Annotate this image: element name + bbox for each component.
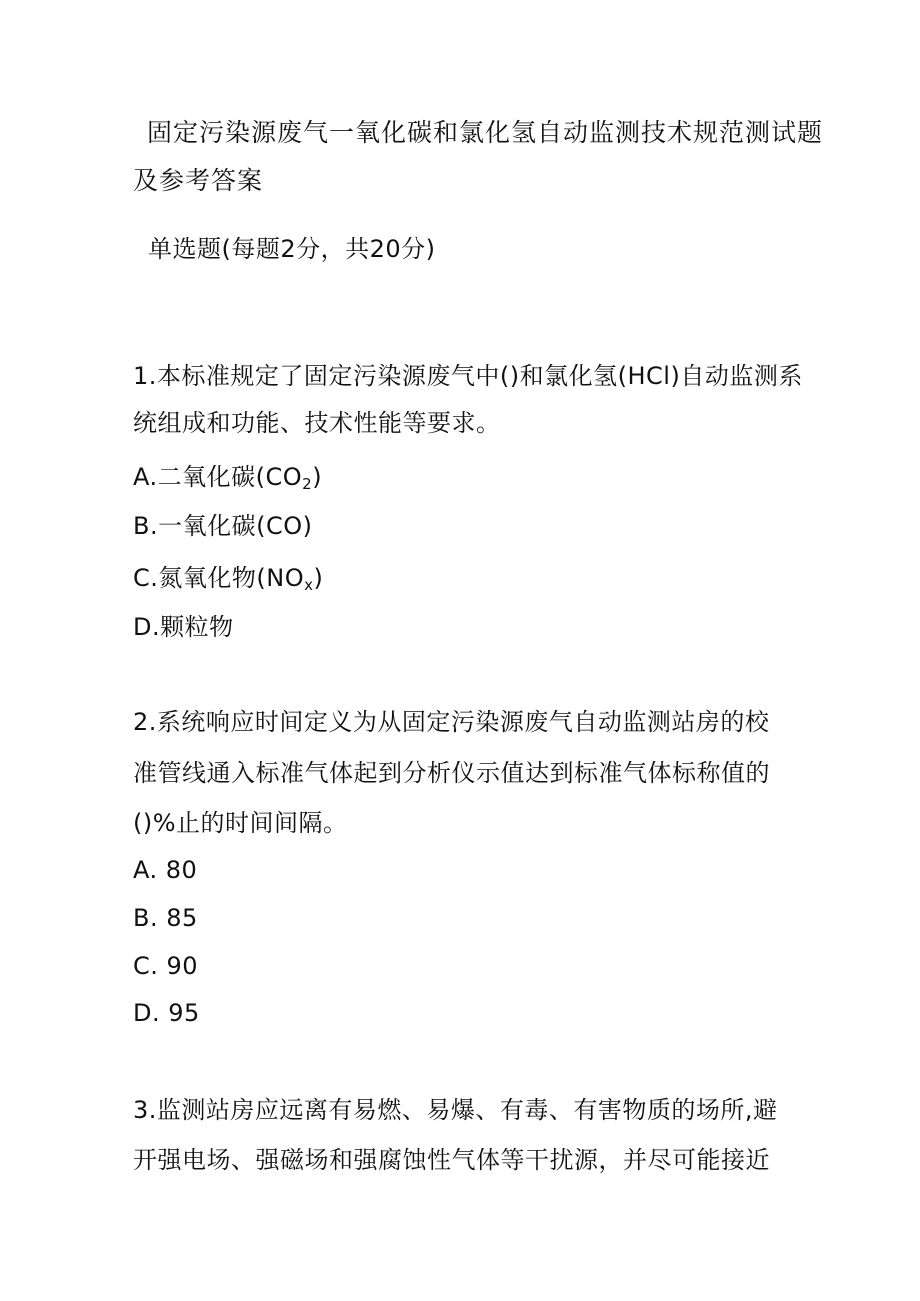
option-a-tail: )	[312, 463, 323, 491]
question-2-option-d: D. 95	[133, 999, 200, 1027]
question-1-option-a	[133, 462, 322, 492]
question-2-option-b: B. 85	[133, 904, 198, 932]
option-c-subscript: x	[304, 576, 314, 594]
option-a-subscript: 2	[302, 475, 313, 493]
question-2-option-a: A. 80	[133, 856, 198, 884]
question-1-option-d: D.颗粒物	[133, 613, 234, 641]
question-3-stem-line-1: 3.监测站房应远离有易燃、易爆、有毒、有害物质的场所,避	[133, 1096, 778, 1124]
section-heading: 单选题(每题2分，共20分)	[148, 235, 436, 263]
question-3-stem-line-2: 开强电场、强磁场和强腐蚀性气体等干扰源，并尽可能接近	[133, 1146, 770, 1174]
question-1-option-c	[133, 563, 323, 593]
option-a-text: A.二氧化碳(CO	[133, 463, 303, 491]
question-1-stem-line-1: 1.本标准规定了固定污染源废气中()和氯化氢(HCl)自动监测系	[133, 362, 803, 390]
option-c-text: C.氮氧化物(NO	[133, 564, 305, 592]
option-c-tail: )	[313, 564, 324, 592]
title-line-1: 固定污染源废气一氧化碳和氯化氢自动监测技术规范测试题	[147, 118, 824, 147]
question-1-stem-line-2: 统组成和功能、技术性能等要求。	[133, 409, 501, 437]
question-2-stem-line-2: 准管线通入标准气体起到分析仪示值达到标准气体标称值的	[133, 759, 770, 787]
question-2-stem-line-1: 2.系统响应时间定义为从固定污染源废气自动监测站房的校	[133, 708, 770, 736]
question-1-option-b: B.一氧化碳(CO)	[133, 512, 313, 540]
question-2-stem-line-3: ()%止的时间间隔。	[133, 809, 348, 837]
title-line-2: 及参考答案	[133, 166, 264, 195]
question-2-option-c: C. 90	[133, 952, 199, 980]
